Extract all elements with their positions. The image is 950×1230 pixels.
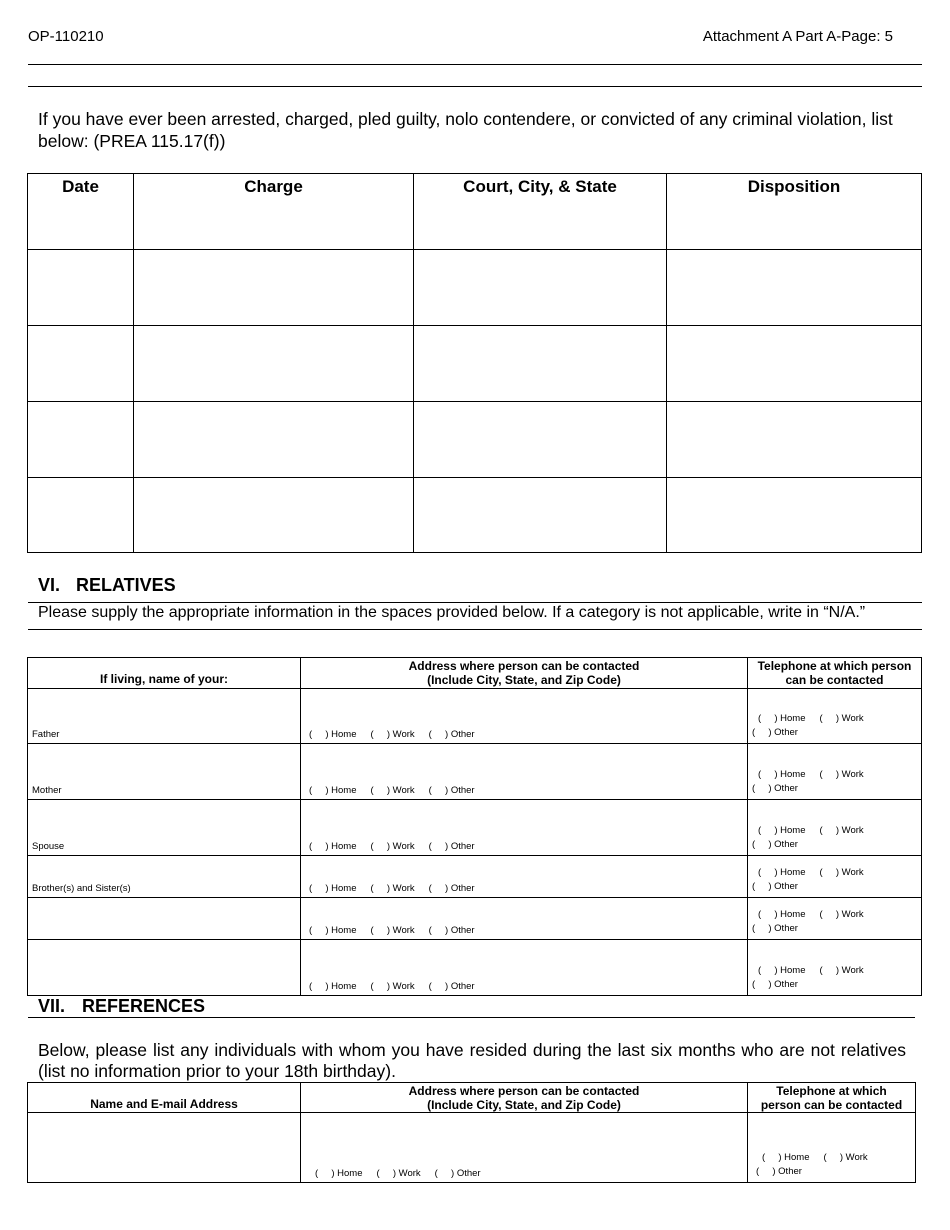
table-row	[28, 689, 922, 744]
date-field[interactable]	[28, 402, 134, 478]
work-option[interactable]: ( ) Work	[370, 925, 415, 936]
disposition-field[interactable]	[667, 250, 922, 326]
court-field[interactable]	[414, 402, 667, 478]
page-label: Attachment A Part A-Page: 5	[702, 28, 893, 45]
work-option[interactable]: ( ) Work	[819, 867, 864, 878]
relative-address-field[interactable]	[301, 898, 748, 940]
relative-name-field[interactable]	[28, 940, 301, 996]
date-field[interactable]	[28, 326, 134, 402]
references-divider	[28, 1017, 915, 1018]
references-table	[27, 1082, 916, 1183]
relatives-section-number: VI.	[38, 575, 61, 595]
home-option[interactable]: ( ) Home	[315, 1168, 363, 1179]
home-option[interactable]: ( ) Home	[758, 713, 806, 724]
relatives-divider-bottom	[28, 629, 922, 630]
table-row	[28, 800, 922, 856]
relative-phone-field[interactable]	[748, 800, 922, 856]
other-option[interactable]: ( ) Other	[752, 881, 798, 892]
court-field[interactable]	[414, 478, 667, 553]
table-row	[28, 940, 922, 996]
address-contact-options	[309, 729, 489, 740]
other-option[interactable]: ( ) Other	[428, 841, 475, 852]
home-option[interactable]: ( ) Home	[309, 883, 357, 894]
home-option[interactable]: ( ) Home	[758, 965, 806, 976]
home-option[interactable]: ( ) Home	[758, 867, 806, 878]
col-phone-line1: Telephone at which person	[757, 659, 912, 673]
col-phone-line2: person can be contacted	[760, 1097, 903, 1112]
table-row	[28, 1113, 916, 1183]
relative-label-father: Father	[32, 729, 60, 740]
phone-contact-options	[752, 866, 878, 894]
other-option[interactable]: ( ) Other	[428, 729, 475, 740]
phone-contact-options	[756, 1151, 882, 1179]
col-reference-name: Name and E-mail Address	[28, 1083, 301, 1113]
home-option[interactable]: ( ) Home	[309, 785, 357, 796]
other-option[interactable]: ( ) Other	[434, 1168, 481, 1179]
relatives-heading	[38, 575, 176, 596]
col-address-line2: (Include City, State, and Zip Code)	[427, 1097, 621, 1112]
col-reference-address	[301, 1083, 748, 1113]
relative-phone-field[interactable]	[748, 689, 922, 744]
col-relative-name: If living, name of your:	[28, 658, 301, 689]
address-contact-options	[309, 841, 489, 852]
table-row	[28, 898, 922, 940]
charge-field[interactable]	[134, 250, 414, 326]
relative-label-spouse: Spouse	[32, 841, 65, 852]
other-option[interactable]: ( ) Other	[428, 925, 475, 936]
table-row	[28, 326, 922, 402]
reference-name-field[interactable]	[28, 1113, 301, 1183]
address-contact-options	[309, 883, 489, 894]
relative-name-field[interactable]	[28, 744, 301, 800]
address-contact-options	[309, 981, 489, 992]
col-relative-phone	[748, 658, 922, 689]
home-option[interactable]: ( ) Home	[758, 909, 806, 920]
references-section-title: REFERENCES	[82, 996, 206, 1016]
work-option[interactable]: ( ) Work	[370, 883, 415, 894]
other-option[interactable]: ( ) Other	[752, 783, 798, 794]
phone-contact-options	[752, 908, 878, 936]
col-charge: Charge	[134, 174, 414, 250]
form-id: OP-110210	[28, 28, 104, 45]
col-address-line2: (Include City, State, and Zip Code)	[427, 673, 621, 687]
criminal-history-intro: If you have ever been arrested, charged, pled guilty, nolo contendere, or convicted of any criminal violation, list below: (PREA 115.17(f))	[38, 109, 893, 151]
col-relative-address	[301, 658, 748, 689]
col-phone-line2: can be contacted	[785, 673, 884, 687]
col-address-line1: Address where person can be contacted	[408, 1083, 640, 1098]
relative-phone-field[interactable]	[748, 856, 922, 898]
relative-phone-field[interactable]	[748, 940, 922, 996]
relative-address-field[interactable]	[301, 800, 748, 856]
table-row	[28, 402, 922, 478]
charge-field[interactable]	[134, 402, 414, 478]
table-row	[28, 250, 922, 326]
date-field[interactable]	[28, 478, 134, 553]
home-option[interactable]: ( ) Home	[309, 729, 357, 740]
address-contact-options	[309, 925, 489, 936]
criminal-header-row	[28, 174, 922, 250]
home-option[interactable]: ( ) Home	[758, 825, 806, 836]
address-contact-options	[309, 785, 489, 796]
reference-phone-field[interactable]	[748, 1113, 916, 1183]
home-option[interactable]: ( ) Home	[309, 841, 357, 852]
address-contact-options	[315, 1168, 495, 1179]
table-row	[28, 744, 922, 800]
relatives-section-title: RELATIVES	[76, 575, 176, 595]
other-option[interactable]: ( ) Other	[752, 923, 798, 934]
court-field[interactable]	[414, 326, 667, 402]
col-address-line1: Address where person can be contacted	[408, 659, 640, 673]
relative-label-mother: Mother	[32, 785, 62, 796]
reference-address-field[interactable]	[301, 1113, 748, 1183]
relative-label-siblings: Brother(s) and Sister(s)	[32, 883, 131, 894]
work-option[interactable]: ( ) Work	[370, 729, 415, 740]
references-section-number: VII.	[38, 996, 66, 1016]
work-option[interactable]: ( ) Work	[370, 981, 415, 992]
relative-name-field[interactable]	[28, 800, 301, 856]
home-option[interactable]: ( ) Home	[758, 769, 806, 780]
relative-phone-field[interactable]	[748, 898, 922, 940]
header-divider-2	[28, 86, 922, 87]
references-heading	[38, 996, 205, 1017]
references-header-row	[28, 1083, 916, 1113]
relative-address-field[interactable]	[301, 856, 748, 898]
relatives-header-row	[28, 658, 922, 689]
criminal-history-table	[27, 173, 922, 553]
work-option[interactable]: ( ) Work	[819, 909, 864, 920]
col-reference-phone	[748, 1083, 916, 1113]
work-option[interactable]: ( ) Work	[819, 965, 864, 976]
relative-name-field[interactable]	[28, 898, 301, 940]
relative-address-field[interactable]	[301, 940, 748, 996]
relative-address-field[interactable]	[301, 744, 748, 800]
relative-name-field[interactable]	[28, 689, 301, 744]
relatives-instruction: Please supply the appropriate information in the spaces provided below. If a category is not applicable, write in “N/A.”	[38, 604, 866, 621]
work-option[interactable]: ( ) Work	[823, 1152, 868, 1163]
col-disposition: Disposition	[667, 174, 922, 250]
date-field[interactable]	[28, 250, 134, 326]
home-option[interactable]: ( ) Home	[762, 1152, 810, 1163]
other-option[interactable]: ( ) Other	[752, 979, 798, 990]
phone-contact-options	[752, 964, 878, 992]
table-row	[28, 856, 922, 898]
work-option[interactable]: ( ) Work	[370, 785, 415, 796]
col-date: Date	[28, 174, 134, 250]
relative-address-field[interactable]	[301, 689, 748, 744]
other-option[interactable]: ( ) Other	[428, 981, 475, 992]
phone-contact-options	[752, 824, 878, 852]
work-option[interactable]: ( ) Work	[376, 1168, 421, 1179]
other-option[interactable]: ( ) Other	[752, 839, 798, 850]
relative-phone-field[interactable]	[748, 744, 922, 800]
relative-name-field[interactable]	[28, 856, 301, 898]
phone-contact-options	[752, 768, 878, 796]
home-option[interactable]: ( ) Home	[309, 925, 357, 936]
work-option[interactable]: ( ) Work	[819, 825, 864, 836]
col-phone-line1: Telephone at which	[776, 1083, 887, 1098]
other-option[interactable]: ( ) Other	[756, 1166, 802, 1177]
other-option[interactable]: ( ) Other	[752, 727, 798, 738]
disposition-field[interactable]	[667, 478, 922, 553]
table-row	[28, 478, 922, 553]
header-divider-1	[28, 64, 922, 65]
relatives-table	[27, 657, 922, 996]
other-option[interactable]: ( ) Other	[428, 785, 475, 796]
other-option[interactable]: ( ) Other	[428, 883, 475, 894]
home-option[interactable]: ( ) Home	[309, 981, 357, 992]
work-option[interactable]: ( ) Work	[819, 713, 864, 724]
court-field[interactable]	[414, 250, 667, 326]
work-option[interactable]: ( ) Work	[819, 769, 864, 780]
relatives-divider-top	[28, 602, 922, 603]
work-option[interactable]: ( ) Work	[370, 841, 415, 852]
disposition-field[interactable]	[667, 326, 922, 402]
charge-field[interactable]	[134, 478, 414, 553]
phone-contact-options	[752, 712, 878, 740]
references-intro: Below, please list any individuals with whom you have resided during the last six months who are not relatives (list no information prior to your 18th birthday).	[38, 1040, 906, 1081]
col-court: Court, City, & State	[414, 174, 667, 250]
disposition-field[interactable]	[667, 402, 922, 478]
charge-field[interactable]	[134, 326, 414, 402]
